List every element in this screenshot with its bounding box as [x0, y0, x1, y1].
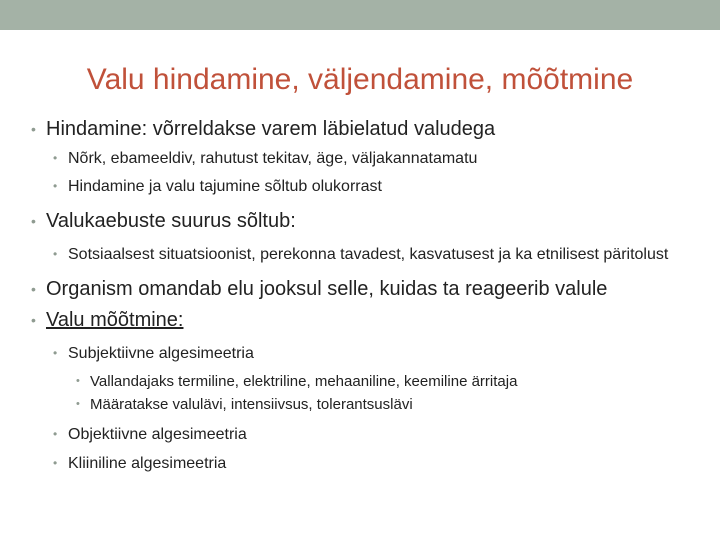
slide-title: Valu hindamine, väljendamine, mõõtmine	[86, 63, 634, 96]
top-decorative-bar	[0, 0, 720, 30]
bullet-hindamine-ja-valu: • Hindamine ja valu tajumine sõltub olukorrast	[31, 176, 691, 197]
bullet-kliiniline: • Kliiniline algesimeetria	[31, 453, 691, 474]
bullet-hindamine: • Hindamine: võrreldakse varem läbielatud valudega	[31, 117, 691, 142]
bullet-vallandajaks: • Vallandajaks termiline, elektriline, mehaaniline, keemiline ärritaja	[31, 370, 691, 393]
bullet-nork: • Nõrk, ebameeldiv, rahutust tekitav, äge, väljakannatamatu	[31, 148, 691, 169]
bullet-valu-mootmine	[31, 308, 691, 333]
bullet-valu-mootmine-label: Valu mõõtmine:	[46, 309, 184, 331]
bullet-maaratakse: • Määratakse valulävi, intensiivsus, tolerantsuslävi	[31, 393, 691, 416]
bullet-objektiivne: • Objektiivne algesimeetria	[31, 424, 691, 445]
bullet-valukaebuste: • Valukaebuste suurus sõltub:	[31, 209, 691, 234]
bullet-subjektiivne: • Subjektiivne algesimeetria	[31, 343, 691, 364]
slide-content	[31, 117, 691, 474]
bullet-organism: • Organism omandab elu jooksul selle, kuidas ta reageerib valule	[31, 277, 691, 302]
bullet-sotsiaalsest: • Sotsiaalsest situatsioonist, perekonna tavadest, kasvatusest ja ka etnilisest päritolust	[31, 244, 691, 265]
